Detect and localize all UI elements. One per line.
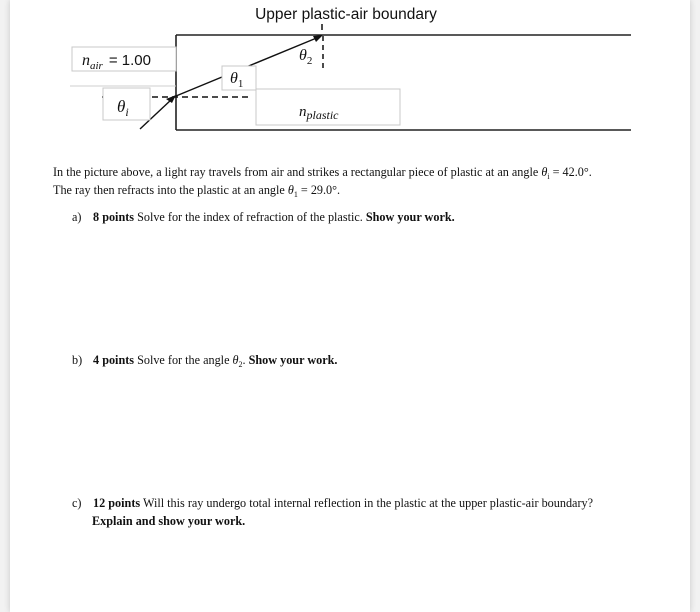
question-b-label: b) — [72, 353, 83, 367]
question-b — [72, 351, 652, 369]
question-c-points: 12 points — [93, 496, 141, 510]
question-c — [72, 494, 652, 530]
question-b-points: 4 points — [93, 353, 135, 367]
intro-line-2: The ray then refracts into the plastic at an angle $\theta_1 = 29.0^\circ$. — [53, 183, 341, 199]
diagram-title: Upper plastic-air boundary — [255, 6, 437, 23]
question-a-text: Solve for the index of refraction of the plastic. — [134, 210, 366, 224]
refracted-arrowhead — [313, 35, 323, 42]
intro-line-1: In the picture above, a light ray travels from air and strikes a rectangular piece of plastic at an angle $\theta_i = 42.0^\circ$. — [53, 165, 592, 181]
n-plastic-label: $n_{plastic}$ — [299, 104, 339, 122]
question-c-instruction: Explain and show your work. — [92, 514, 246, 528]
question-c-text: Will this ray undergo total internal reflection in the plastic at the upper plastic-air boundary? — [140, 496, 594, 510]
question-b-text: Solve for the angle $\theta_2$. — [134, 353, 249, 369]
question-c-label: c) — [72, 496, 82, 510]
n-air-label: $n_{air} = 1.00$ — [82, 52, 151, 72]
intro-paragraph — [53, 163, 653, 199]
question-a — [72, 208, 652, 226]
question-a-points: 8 points — [93, 210, 135, 224]
refraction-diagram — [0, 0, 700, 140]
theta-1-label: $\theta_1$ — [230, 70, 244, 90]
question-a-instruction: Show your work. — [365, 210, 455, 224]
question-a-label: a) — [72, 210, 82, 224]
incident-arrowhead — [166, 95, 176, 103]
question-b-instruction: Show your work. — [248, 353, 338, 367]
theta-i-label: $\theta_i$ — [117, 97, 129, 119]
theta-2-label: $\theta_2$ — [299, 47, 313, 67]
